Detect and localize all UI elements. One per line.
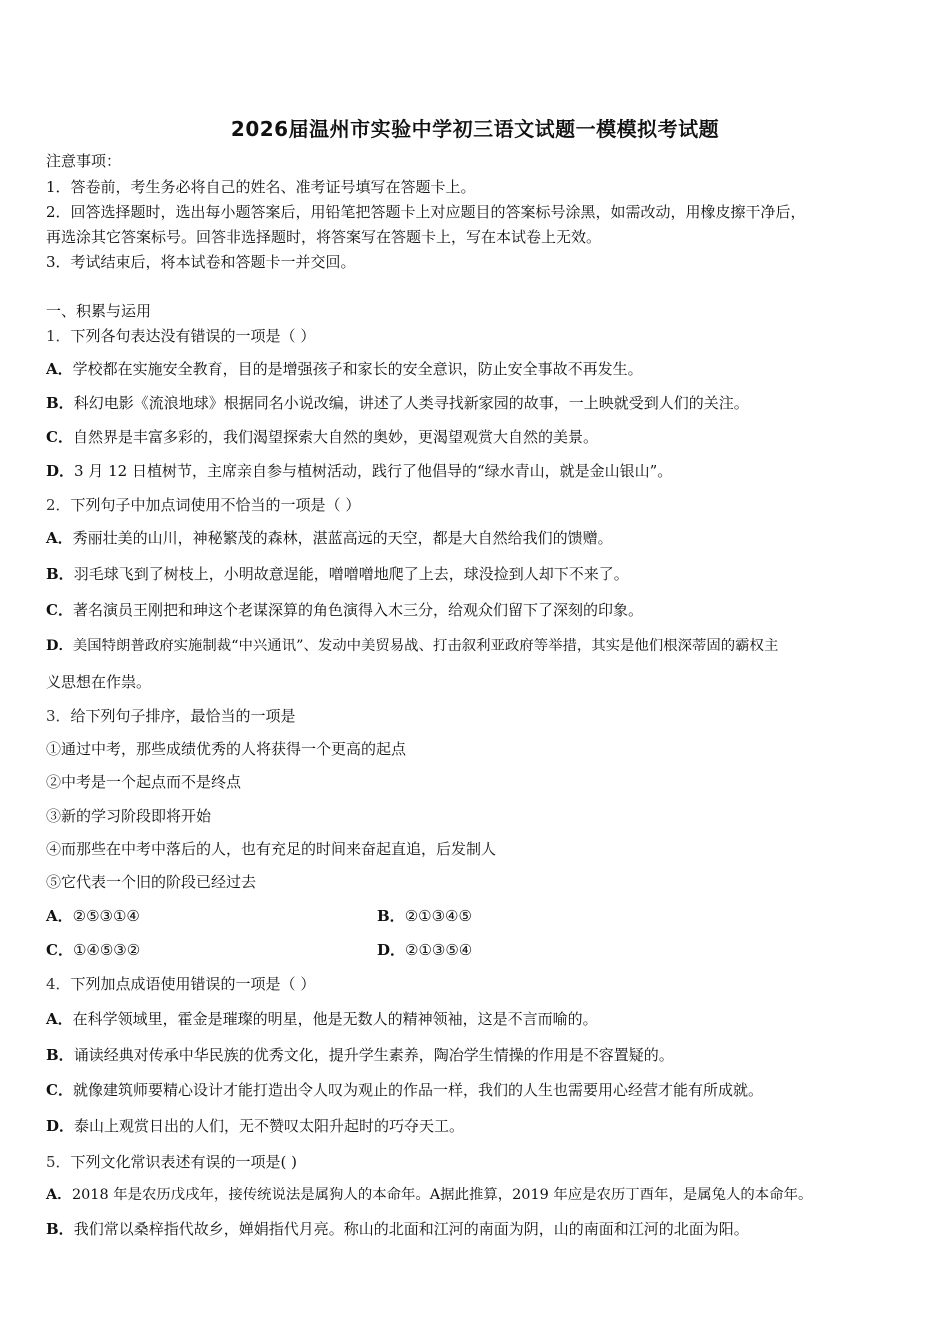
option-label: B． [46, 1046, 74, 1064]
option-label: C． [46, 428, 73, 446]
option-text: 著名演员王刚把和珅这个老谋深算的角色演得入木三分，给观众们留下了深刻的印象。 [72, 601, 643, 619]
q2-option-d[interactable] [46, 636, 778, 656]
q1-option-a[interactable] [46, 359, 643, 379]
q2-option-d-continued: 义思想在作祟。 [46, 673, 152, 691]
exam-title: 2026届温州市实验中学初三语文试题一模模拟考试题 [230, 117, 720, 141]
section-heading: 一、积累与运用 [46, 302, 152, 320]
q1-option-b[interactable] [46, 393, 749, 413]
option-text: 学校都在实施安全教育，目的是增强孩子和家长的安全意识，防止安全事故不再发生。 [72, 360, 643, 378]
question-number: 3． [46, 707, 71, 725]
option-label: D． [46, 637, 73, 654]
option-text: ②⑤③①④ [72, 907, 140, 925]
option-label: A． [46, 1010, 73, 1028]
q3-sentence: ⑤它代表一个旧的阶段已经过去 [46, 873, 257, 891]
notice-item: 1．答卷前，考生务必将自己的姓名、准考证号填写在答题卡上。 [46, 178, 476, 196]
question-3 [46, 706, 296, 726]
option-text: 羽毛球飞到了树枝上，小明故意逞能，噌噌噌地爬了上去，球没捡到人却下不来了。 [73, 565, 629, 583]
q3-sentence: ④而那些在中考中落后的人，也有充足的时间来奋起直追，后发制人 [46, 840, 497, 858]
option-text: 就像建筑师要精心设计才能打造出令人叹为观止的作品一样，我们的人生也需要用心经营才能有所成就。 [72, 1081, 763, 1099]
option-text: 美国特朗普政府实施制裁“中兴通讯”、发动中美贸易战、打击叙利亚政府等举措，其实是他们根深蒂固的霸权主 [72, 638, 779, 654]
option-label: A． [46, 907, 73, 925]
question-stem: 下列文化常识表述有误的一项是( ) [70, 1153, 298, 1171]
question-number: 2． [46, 496, 71, 514]
q3-sentence: ①通过中考，那些成绩优秀的人将获得一个更高的起点 [46, 740, 407, 758]
q1-option-c[interactable] [46, 427, 598, 447]
question-5 [46, 1152, 297, 1172]
notice-item: 2．回答选择题时，选出每小题答案后，用铅笔把答题卡上对应题目的答案标号涂黑，如需改动，用橡皮擦干净后， [46, 203, 806, 221]
q1-option-d[interactable] [46, 461, 672, 481]
option-text: ②①③⑤④ [405, 941, 473, 959]
q4-option-a[interactable] [46, 1009, 598, 1029]
option-text: 在科学领域里，霍金是璀璨的明星，他是无数人的精神领袖，这是不言而喻的。 [72, 1010, 598, 1028]
option-text: 泰山上观赏日出的人们，无不赞叹太阳升起时的巧夺天工。 [74, 1117, 465, 1135]
question-stem: 下列各句表达没有错误的一项是（ ） [70, 327, 316, 345]
option-text: 秀丽壮美的山川，神秘繁茂的森林，湛蓝高远的天空，都是大自然给我们的馈赠。 [72, 529, 613, 547]
question-4 [46, 974, 315, 994]
option-label: B． [46, 394, 74, 412]
question-number: 5． [46, 1153, 71, 1171]
q2-option-a[interactable] [46, 528, 613, 548]
q3-option-b[interactable] [377, 906, 472, 926]
option-label: B． [377, 907, 405, 925]
q5-option-b[interactable] [46, 1219, 749, 1239]
notice-item: 3．考试结束后，将本试卷和答题卡一并交回。 [46, 253, 356, 271]
option-label: D． [46, 462, 75, 480]
question-2 [46, 495, 360, 515]
question-stem: 给下列句子排序，最恰当的一项是 [70, 707, 296, 725]
q3-option-a[interactable] [46, 906, 140, 926]
q3-option-d[interactable] [377, 940, 472, 960]
question-stem: 下列句子中加点词使用不恰当的一项是（ ） [70, 496, 361, 514]
option-label: B． [46, 565, 74, 583]
option-text: 自然界是丰富多彩的，我们渴望探索大自然的奥妙，更渴望观赏大自然的美景。 [72, 428, 598, 446]
question-1 [46, 326, 315, 346]
option-text: 诵读经典对传承中华民族的优秀文化，提升学生素养，陶冶学生情操的作用是不容置疑的。 [73, 1046, 674, 1064]
option-text: 2018 年是农历戊戌年，接传统说法是属狗人的本命年。A据此推算，2019 年应是农历丁酉年，是属兔人的本命年。 [72, 1187, 813, 1203]
option-text: 我们常以桑梓指代故乡，婵娟指代月亮。称山的北面和江河的南面为阴，山的南面和江河的北面为阳。 [73, 1220, 749, 1238]
q3-option-c[interactable] [46, 940, 140, 960]
notice-item: 再选涂其它答案标号。回答非选择题时，将答案写在答题卡上，写在本试卷上无效。 [46, 228, 602, 246]
q4-option-c[interactable] [46, 1080, 763, 1100]
q5-option-a[interactable] [46, 1185, 812, 1205]
q4-option-d[interactable] [46, 1116, 464, 1136]
question-number: 4． [46, 975, 71, 993]
option-label: D． [46, 1117, 75, 1135]
option-text: ②①③④⑤ [404, 907, 472, 925]
q4-option-b[interactable] [46, 1045, 674, 1065]
option-text: ①④⑤③② [72, 941, 141, 959]
notice-heading: 注意事项： [46, 152, 122, 170]
q3-sentence: ②中考是一个起点而不是终点 [46, 773, 242, 791]
option-label: B． [46, 1220, 74, 1238]
question-number: 1． [46, 327, 71, 345]
q2-option-c[interactable] [46, 600, 643, 620]
option-label: A． [46, 360, 73, 378]
option-label: C． [46, 1081, 73, 1099]
question-stem: 下列加点成语使用错误的一项是（ ） [70, 975, 316, 993]
option-label: A． [46, 1186, 72, 1203]
option-label: C． [46, 941, 73, 959]
option-label: D． [377, 941, 406, 959]
option-label: A． [46, 529, 73, 547]
q3-sentence: ③新的学习阶段即将开始 [46, 807, 212, 825]
option-text: 3 月 12 日植树节，主席亲自参与植树活动，践行了他倡导的“绿水青山，就是金山银山”。 [74, 462, 673, 480]
q2-option-b[interactable] [46, 564, 629, 584]
option-text: 科幻电影《流浪地球》根据同名小说改编，讲述了人类寻找新家园的故事，一上映就受到人们的关注。 [73, 394, 749, 412]
option-label: C． [46, 601, 73, 619]
